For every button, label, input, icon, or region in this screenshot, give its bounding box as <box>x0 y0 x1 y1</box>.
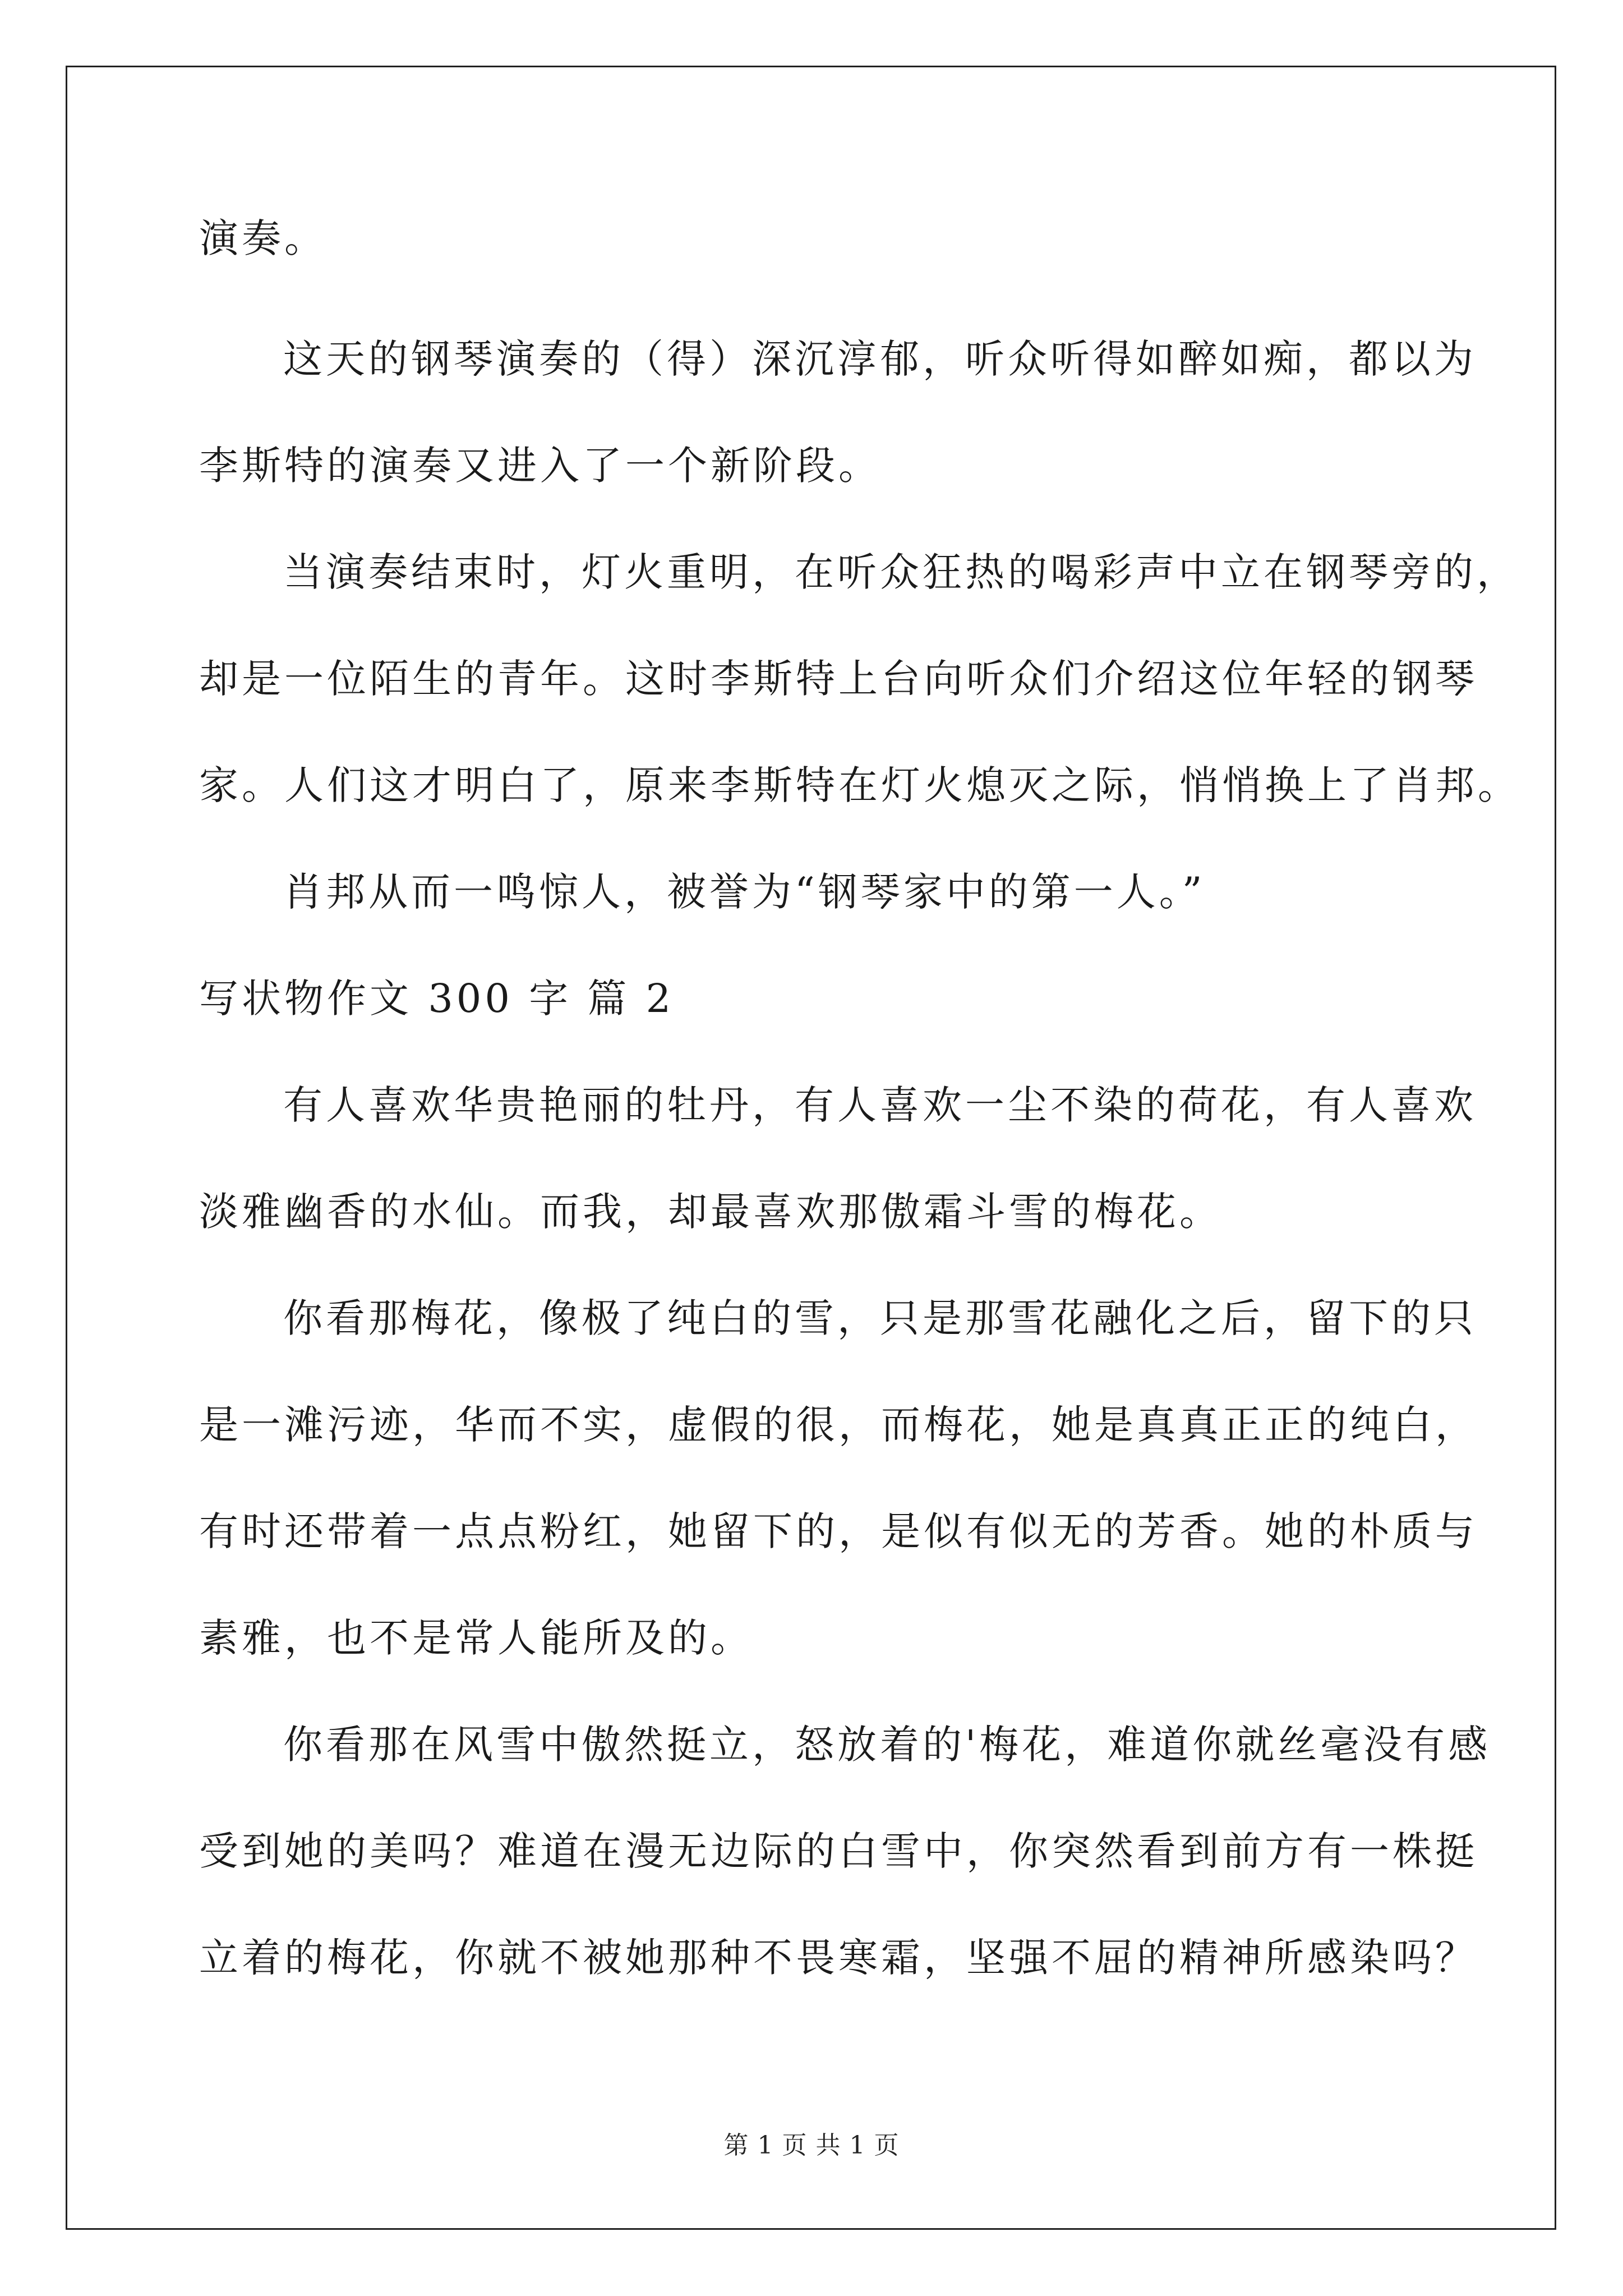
text-line: 淡雅幽香的水仙。而我，却最喜欢那傲霜斗雪的梅花。 <box>199 1189 1222 1235</box>
paragraph-start-line: 你看那梅花，像极了纯白的雪，只是那雪花融化之后，留下的只 <box>283 1295 1477 1341</box>
page-border <box>66 66 1556 2230</box>
text-line: 是一滩污迹，华而不实，虚假的很，而梅花，她是真真正正的纯白， <box>199 1402 1478 1448</box>
text-line: 演奏。 <box>199 215 327 261</box>
page-number: 第 1 页 共 1 页 <box>723 2131 900 2160</box>
text-line: 却是一位陌生的青年。这时李斯特上台向听众们介绍这位年轻的钢琴 <box>199 656 1478 702</box>
paragraph-start-line: 肖邦从而一鸣惊人，被誉为“钢琴家中的第一人。” <box>283 869 1206 915</box>
text-line: 李斯特的演奏又进入了一个新阶段。 <box>199 443 881 489</box>
text-line: 立着的梅花，你就不被她那种不畏寒霜，坚强不屈的精神所感染吗？ <box>199 1935 1478 1981</box>
paragraph-start-line: 当演奏结束时，灯火重明，在听众狂热的喝彩声中立在钢琴旁的， <box>283 549 1519 595</box>
text-line: 受到她的美吗？难道在漫无边际的白雪中，你突然看到前方有一株挺 <box>199 1828 1478 1874</box>
text-line: 有时还带着一点点粉红，她留下的，是似有似无的芳香。她的朴质与 <box>199 1508 1478 1554</box>
section-heading: 写状物作文 300 字 篇 2 <box>199 976 675 1022</box>
paragraph-start-line: 你看那在风雪中傲然挺立，怒放着的'梅花，难道你就丝毫没有感 <box>283 1722 1491 1768</box>
paragraph-start-line: 这天的钢琴演奏的（得）深沉淳郁，听众听得如醉如痴，都以为 <box>283 336 1477 382</box>
text-line: 素雅，也不是常人能所及的。 <box>199 1615 753 1661</box>
paragraph-start-line: 有人喜欢华贵艳丽的牡丹，有人喜欢一尘不染的荷花，有人喜欢 <box>283 1082 1477 1128</box>
text-line: 家。人们这才明白了，原来李斯特在灯火熄灭之际，悄悄换上了肖邦。 <box>199 762 1520 808</box>
